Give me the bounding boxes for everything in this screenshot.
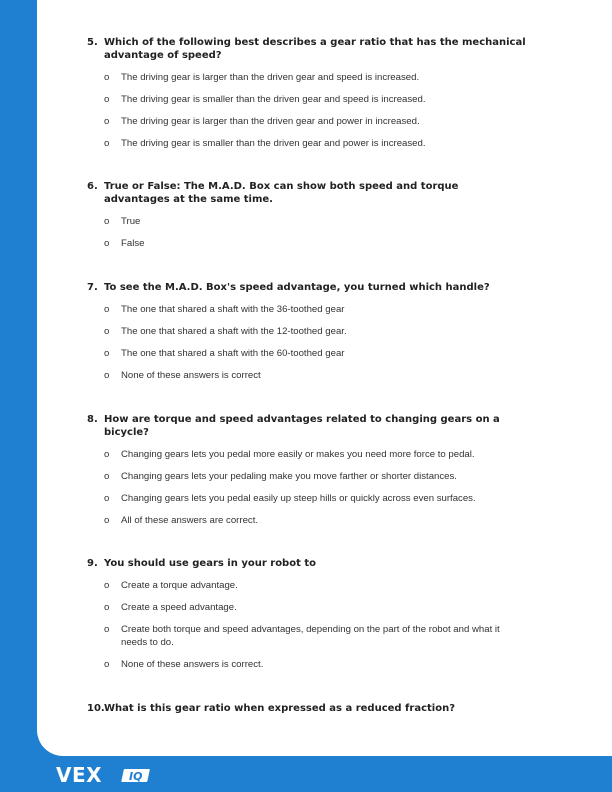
bullet-icon: o [104, 348, 110, 359]
question-number: 7. [87, 282, 98, 293]
bullet-icon: o [104, 624, 110, 635]
question-9 [87, 557, 527, 671]
question-title [87, 413, 527, 439]
question-title [87, 180, 527, 206]
bullet-icon: o [104, 94, 110, 105]
bullet-icon: o [104, 238, 110, 249]
question-number: 5. [87, 37, 98, 48]
question-7 [87, 281, 527, 382]
question-number: 9. [87, 558, 98, 569]
answer-option[interactable]: o None of these answers is correct [104, 370, 261, 381]
question-title [87, 557, 527, 570]
bullet-icon: o [104, 449, 110, 460]
question-6 [87, 180, 527, 250]
question-text: True or False: The M.A.D. Box can show both speed and torque advantages at the same time. [104, 181, 459, 205]
question-text: Which of the following best describes a gear ratio that has the mechanical advantage of speed? [104, 37, 526, 61]
answer-options [87, 215, 527, 250]
answer-option[interactable]: o False [104, 238, 145, 249]
question-text: What is this gear ratio when expressed as a reduced fraction? [104, 703, 456, 714]
answer-option[interactable]: o Create a torque advantage. [104, 580, 238, 591]
vex-iq-logo [55, 764, 155, 786]
question-10 [87, 702, 527, 715]
answer-option[interactable]: o Create a speed advantage. [104, 602, 237, 613]
bullet-icon: o [104, 72, 110, 83]
answer-option[interactable]: o Create both torque and speed advantages, depending on the part of the robot and what it needs to do. [104, 624, 500, 648]
bullet-icon: o [104, 471, 110, 482]
bullet-icon: o [104, 216, 110, 227]
logo-product-text: IQ [129, 770, 143, 783]
answer-option[interactable]: o Changing gears lets your pedaling make you move farther or shorter distances. [104, 471, 457, 482]
bullet-icon: o [104, 659, 110, 670]
answer-option[interactable]: o Changing gears lets you pedal easily up steep hills or quickly across even surfaces. [104, 493, 476, 504]
question-text: To see the M.A.D. Box's speed advantage, you turned which handle? [104, 282, 490, 293]
answer-option[interactable]: o Changing gears lets you pedal more easily or makes you need more force to pedal. [104, 449, 475, 460]
bullet-icon: o [104, 493, 110, 504]
answer-options [87, 448, 527, 527]
question-number: 10. [87, 703, 105, 714]
question-title [87, 281, 527, 294]
answer-option[interactable]: o The one that shared a shaft with the 60-toothed gear [104, 348, 345, 359]
bullet-icon: o [104, 580, 110, 591]
question-title [87, 702, 527, 715]
bullet-icon: o [104, 304, 110, 315]
answer-option[interactable]: o The one that shared a shaft with the 36-toothed gear [104, 304, 345, 315]
bullet-icon: o [104, 138, 110, 149]
answer-option[interactable]: o True [104, 216, 141, 227]
answer-option[interactable]: o None of these answers is correct. [104, 659, 264, 670]
question-5 [87, 36, 527, 150]
logo-brand-text: VEX [56, 764, 103, 786]
question-number: 8. [87, 414, 98, 425]
bullet-icon: o [104, 326, 110, 337]
answer-option[interactable]: o The driving gear is larger than the driven gear and power in increased. [104, 116, 420, 127]
bullet-icon: o [104, 116, 110, 127]
question-number: 6. [87, 181, 98, 192]
bullet-icon: o [104, 515, 110, 526]
answer-options [87, 579, 527, 671]
question-text: How are torque and speed advantages related to changing gears on a bicycle? [104, 414, 500, 438]
answer-option[interactable]: o The one that shared a shaft with the 12-toothed gear. [104, 326, 347, 337]
question-8 [87, 413, 527, 527]
answer-option[interactable]: o All of these answers are correct. [104, 515, 259, 526]
bullet-icon: o [104, 370, 110, 381]
answer-option[interactable]: o The driving gear is smaller than the driven gear and speed is increased. [104, 94, 426, 105]
question-text: You should use gears in your robot to [104, 558, 317, 569]
answer-option[interactable]: o The driving gear is larger than the driven gear and speed is increased. [104, 72, 420, 83]
answer-option[interactable]: o The driving gear is smaller than the driven gear and power is increased. [104, 138, 426, 149]
question-title [87, 36, 527, 62]
bullet-icon: o [104, 602, 110, 613]
answer-options [87, 303, 527, 382]
answer-options [87, 71, 527, 150]
